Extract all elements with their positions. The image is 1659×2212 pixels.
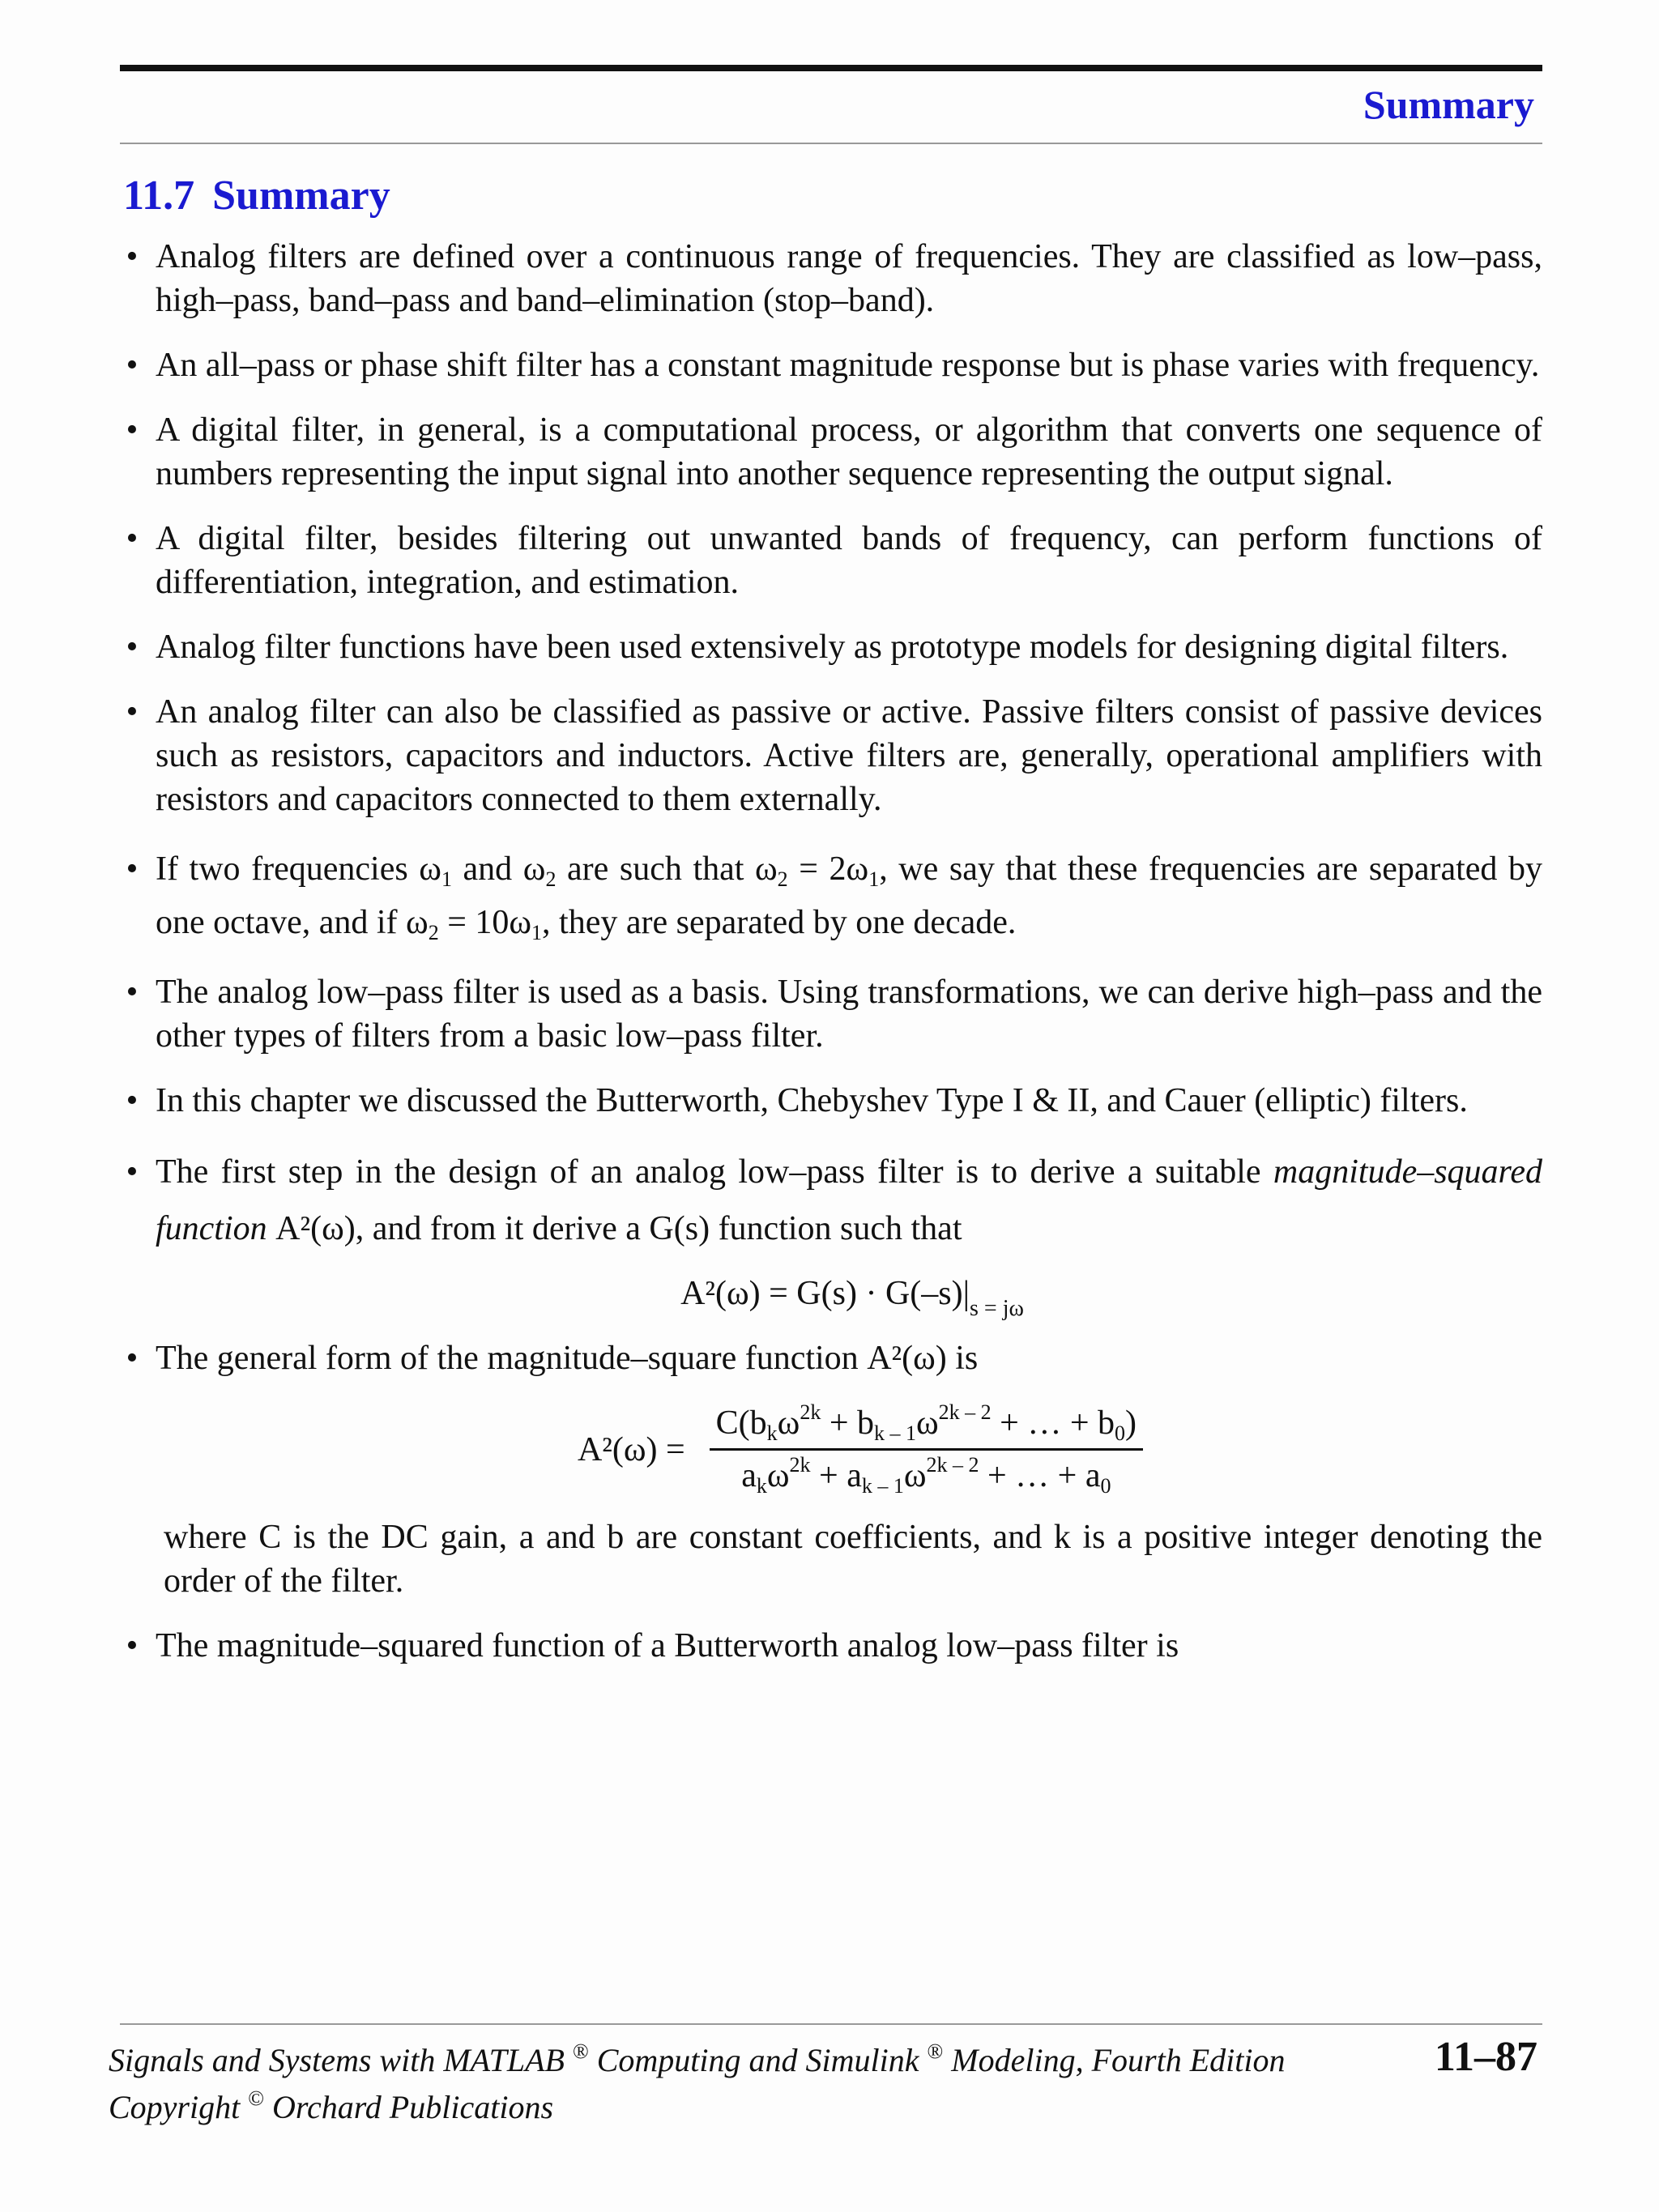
item-text: where bbox=[164, 1519, 259, 1556]
page-number: 11–87 bbox=[1434, 2034, 1537, 2080]
summary-item-magnitude bbox=[113, 1144, 1542, 1257]
math-term: + … + b bbox=[1000, 1404, 1115, 1442]
footer-text: Copyright bbox=[109, 2089, 241, 2125]
footer-copyright bbox=[109, 2086, 553, 2126]
header-rule bbox=[120, 143, 1542, 144]
bullet-icon: • bbox=[126, 1153, 139, 1191]
item-text: are such that bbox=[556, 850, 756, 888]
math-term: C(b bbox=[715, 1404, 767, 1442]
omega-symbol: ω bbox=[509, 904, 532, 941]
math-var: b bbox=[607, 1519, 625, 1556]
bullet-icon: • bbox=[126, 1340, 139, 1377]
math-term: + … + a bbox=[987, 1457, 1101, 1494]
summary-item bbox=[113, 517, 1542, 604]
registered-icon: ® bbox=[572, 2039, 589, 2063]
item-text: A digital filter, in general, is a computational process, or algorithm that converts one sequence of numbers representing the input signal into another sequence representing the output signal. bbox=[156, 411, 1542, 492]
bullet-icon: • bbox=[126, 1082, 139, 1119]
footer-rule bbox=[120, 2023, 1542, 2025]
bullet-icon: • bbox=[126, 520, 139, 557]
omega-symbol: ω bbox=[846, 850, 869, 888]
where-clause bbox=[113, 1515, 1542, 1603]
item-text: The first step in the design of an analog low–pass filter is to derive a suitable bbox=[156, 1153, 1273, 1191]
copyright-icon: © bbox=[248, 2086, 264, 2110]
math-var: a bbox=[518, 1519, 535, 1556]
item-text: The magnitude–squared function of a Butterworth analog low–pass filter is bbox=[156, 1627, 1179, 1664]
summary-item bbox=[113, 343, 1542, 387]
footer-text: Signals and Systems with MATLAB bbox=[109, 2042, 565, 2078]
item-text: and bbox=[534, 1519, 608, 1556]
math-relation: = 2 bbox=[799, 850, 847, 888]
omega-symbol: ω bbox=[522, 850, 546, 888]
summary-item bbox=[113, 235, 1542, 322]
omega-symbol: ω bbox=[916, 1404, 939, 1442]
bullet-icon: • bbox=[126, 411, 139, 449]
bullet-icon: • bbox=[126, 974, 139, 1011]
registered-icon: ® bbox=[927, 2039, 944, 2063]
math-lhs: A²(ω) = bbox=[577, 1430, 685, 1468]
bullet-icon: • bbox=[126, 693, 139, 731]
bullet-icon: • bbox=[126, 347, 139, 384]
bullet-icon: • bbox=[126, 629, 139, 666]
item-text: and bbox=[451, 850, 523, 888]
footer-text: Orchard Publications bbox=[264, 2089, 554, 2125]
summary-item bbox=[113, 1079, 1542, 1123]
item-text: If two frequencies bbox=[156, 850, 420, 888]
item-text: , and from it derive a bbox=[355, 1210, 650, 1247]
math-gs: G(s) bbox=[649, 1210, 710, 1247]
math-a2w: A²(ω) bbox=[867, 1340, 947, 1377]
item-text: , they are separated by one decade. bbox=[542, 904, 1017, 941]
item-text: The analog low–pass filter is used as a basis. Using transformations, we can derive high–pass and the other types of filters from a basic low–pass filter. bbox=[156, 974, 1542, 1055]
omega-symbol: ω bbox=[766, 1457, 790, 1494]
fraction-numerator: $C(b_k\omega^{2k} + b_{k - 1}\omega^{2k - 2}$ + … + $b_0$) bbox=[710, 1401, 1143, 1451]
equation-a2w-gs bbox=[113, 1272, 1542, 1321]
math-a2w: A²(ω) bbox=[275, 1210, 356, 1247]
omega-symbol: ω bbox=[777, 1404, 800, 1442]
item-text: In this chapter we discussed the Butterworth, Chebyshev Type I & II, and Cauer (elliptic) filters. bbox=[156, 1082, 1468, 1119]
item-text: Analog filters are defined over a continuous range of frequencies. They are classified as low–pass, high–pass, band–pass and band–elimination (stop–band). bbox=[156, 238, 1542, 319]
math-subscript: s = jω bbox=[970, 1296, 1024, 1321]
footer-text: Modeling, Fourth Edition bbox=[943, 2042, 1286, 2078]
summary-list bbox=[113, 235, 1542, 1689]
summary-item bbox=[113, 408, 1542, 496]
equation-general-form bbox=[113, 1401, 1542, 1498]
bullet-icon: • bbox=[126, 238, 139, 275]
item-emphasis: magnitude–squared function bbox=[156, 1153, 1542, 1247]
summary-item bbox=[113, 690, 1542, 821]
summary-item-general-form bbox=[113, 1336, 1542, 1380]
math-term: a bbox=[741, 1457, 757, 1494]
item-text: A digital filter, besides filtering out unwanted bands of frequency, can perform functions of differentiation, integration, and estimation. bbox=[156, 520, 1542, 601]
omega-symbol: ω bbox=[419, 850, 441, 888]
item-text: An all–pass or phase shift filter has a constant magnitude response but is phase varies with frequency. bbox=[156, 347, 1540, 384]
omega-symbol: ω bbox=[755, 850, 778, 888]
summary-item bbox=[113, 625, 1542, 669]
item-text: are constant coefficients, and bbox=[624, 1519, 1054, 1556]
math-rhs: = G(s) · G(–s)| bbox=[769, 1275, 970, 1312]
item-text: function such that bbox=[710, 1210, 962, 1247]
footer-book-title bbox=[109, 2039, 1285, 2079]
section-heading bbox=[123, 172, 390, 219]
math-fraction bbox=[710, 1401, 1143, 1498]
item-text: is the DC gain, bbox=[281, 1519, 519, 1556]
summary-item bbox=[113, 1624, 1542, 1668]
math-var: k bbox=[1053, 1519, 1071, 1556]
section-title: Summary bbox=[212, 173, 390, 219]
math-var: C bbox=[258, 1519, 282, 1556]
bullet-icon: • bbox=[126, 1627, 139, 1664]
math-relation: = 10 bbox=[447, 904, 510, 941]
math-a2w: A²(ω) bbox=[680, 1275, 761, 1312]
footer-text: Computing and Simulink bbox=[588, 2042, 919, 2078]
item-text: is bbox=[946, 1340, 979, 1377]
summary-item bbox=[113, 970, 1542, 1058]
summary-item-octave: • If two frequencies $\omega_1$ and $\omega_2$ are such that $\omega_2 = 2\omega_1$, we say that these frequencies are separated by one octave, and if $\omega_2 = 10\omega_1$, they are separated by one decade. bbox=[113, 842, 1542, 949]
section-number: 11.7 bbox=[123, 173, 195, 219]
omega-symbol: ω bbox=[406, 904, 429, 941]
item-text: Analog filter functions have been used extensively as prototype models for designing digital filters. bbox=[156, 629, 1509, 666]
omega-symbol: ω bbox=[903, 1457, 927, 1494]
running-head: Summary bbox=[1363, 82, 1534, 127]
top-rule bbox=[120, 65, 1542, 71]
item-text: , we say that these frequencies are separated by one octave, and if bbox=[156, 850, 1543, 941]
item-text: An analog filter can also be classified as passive or active. Passive filters consist of passive devices such as resistors, capacitors and inductors. Active filters are, generally, operational amplifiers with resistors and capacitors connected to them externally. bbox=[156, 693, 1542, 818]
item-text: The general form of the magnitude–square function bbox=[156, 1340, 868, 1377]
fraction-denominator: $a_k\omega^{2k} + a_{k - 1}\omega^{2k - 2}$ + … + $a_0$ bbox=[741, 1453, 1111, 1498]
bullet-icon: • bbox=[126, 850, 139, 888]
item-text: is a positive integer denoting the order of the filter. bbox=[164, 1519, 1542, 1600]
